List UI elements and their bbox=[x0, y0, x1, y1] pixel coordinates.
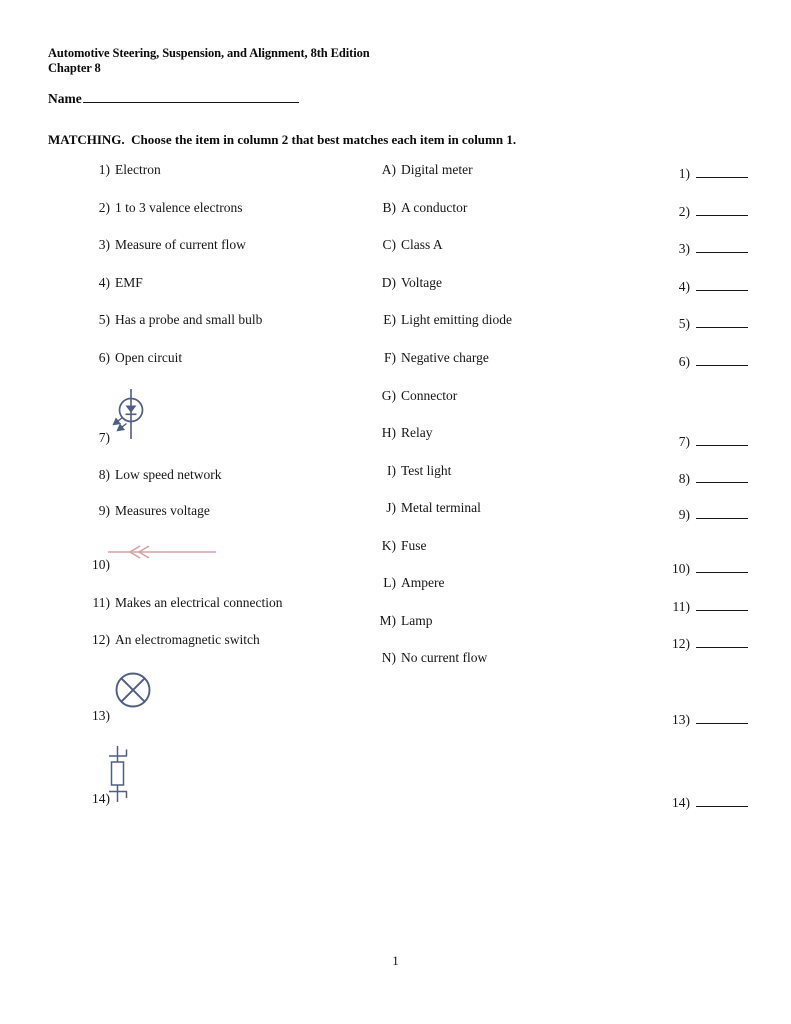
item-text: Makes an electrical connection bbox=[115, 595, 283, 610]
item-number: 5) bbox=[98, 312, 110, 327]
item-letter: G) bbox=[381, 388, 396, 403]
answer-number: 2) bbox=[678, 204, 690, 219]
item-letter: B) bbox=[382, 200, 396, 215]
item-number: 12) bbox=[92, 632, 110, 647]
connector-symbol bbox=[104, 543, 222, 561]
answer-number: 5) bbox=[678, 316, 690, 331]
item-text: 1 to 3 valence electrons bbox=[115, 200, 243, 215]
answer-number: 8) bbox=[678, 471, 690, 486]
answer-number: 11) bbox=[672, 599, 690, 614]
lamp-symbol bbox=[112, 668, 156, 712]
item-text: Test light bbox=[401, 463, 452, 478]
item-text: Connector bbox=[401, 388, 458, 403]
item-letter: M) bbox=[379, 613, 396, 628]
item-text: Lamp bbox=[401, 613, 433, 628]
item-number: 4) bbox=[98, 275, 110, 290]
item-letter: C) bbox=[382, 237, 396, 252]
item-letter: I) bbox=[387, 463, 396, 478]
doc-chapter: Chapter 8 bbox=[48, 61, 101, 75]
answer-number: 10) bbox=[672, 561, 690, 576]
item-number: 6) bbox=[98, 350, 110, 365]
item-text: Voltage bbox=[401, 275, 442, 290]
item-letter: D) bbox=[381, 275, 396, 290]
item-text: Low speed network bbox=[115, 467, 222, 482]
item-letter: K) bbox=[381, 538, 396, 553]
answer-number: 3) bbox=[678, 241, 690, 256]
item-text: Open circuit bbox=[115, 350, 183, 365]
item-text: Measures voltage bbox=[115, 503, 210, 518]
answer-number: 6) bbox=[678, 354, 690, 369]
answer-number: 4) bbox=[678, 279, 690, 294]
answer-number: 14) bbox=[672, 795, 690, 810]
item-number: 13) bbox=[92, 708, 110, 723]
item-text: Metal terminal bbox=[401, 500, 481, 515]
item-text: Relay bbox=[401, 425, 433, 440]
item-letter: A) bbox=[381, 162, 396, 177]
item-text: Negative charge bbox=[401, 350, 489, 365]
item-letter: E) bbox=[383, 312, 396, 327]
item-number: 9) bbox=[98, 503, 110, 518]
item-text: Measure of current flow bbox=[115, 237, 246, 252]
led-symbol bbox=[100, 387, 158, 441]
item-text: Electron bbox=[115, 162, 161, 177]
item-number: 3) bbox=[98, 237, 110, 252]
item-number: 11) bbox=[92, 595, 110, 610]
answer-number: 7) bbox=[678, 434, 690, 449]
answer-number: 1) bbox=[678, 166, 690, 181]
item-text: No current flow bbox=[401, 650, 488, 665]
item-text: Digital meter bbox=[401, 162, 473, 177]
item-letter: H) bbox=[381, 425, 396, 440]
item-number: 7) bbox=[98, 430, 110, 445]
doc-title: Automotive Steering, Suspension, and Alignment, 8th Edition bbox=[48, 46, 370, 60]
item-text: Fuse bbox=[401, 538, 427, 553]
answer-number: 13) bbox=[672, 712, 690, 727]
item-text: Has a probe and small bulb bbox=[115, 312, 263, 327]
item-text: Class A bbox=[401, 237, 443, 252]
item-letter: F) bbox=[383, 350, 396, 365]
item-number: 14) bbox=[92, 791, 110, 806]
item-number: 8) bbox=[98, 467, 110, 482]
item-number: 1) bbox=[98, 162, 110, 177]
answer-number: 9) bbox=[678, 507, 690, 522]
item-letter: L) bbox=[383, 575, 396, 590]
answer-number: 12) bbox=[672, 636, 690, 651]
item-number: 2) bbox=[98, 200, 110, 215]
page-number: 1 bbox=[392, 953, 399, 968]
item-number: 10) bbox=[92, 557, 110, 572]
item-text: EMF bbox=[115, 275, 143, 290]
item-letter: J) bbox=[386, 500, 396, 515]
item-text: Ampere bbox=[401, 575, 445, 590]
matching-instructions: MATCHING. Choose the item in column 2 that best matches each item in column 1. bbox=[48, 132, 517, 147]
item-text: Light emitting diode bbox=[401, 312, 512, 327]
item-text: A conductor bbox=[401, 200, 468, 215]
name-label: Name bbox=[48, 91, 82, 106]
item-letter: N) bbox=[381, 650, 396, 665]
item-text: An electromagnetic switch bbox=[115, 632, 260, 647]
fuse-symbol bbox=[103, 742, 135, 806]
